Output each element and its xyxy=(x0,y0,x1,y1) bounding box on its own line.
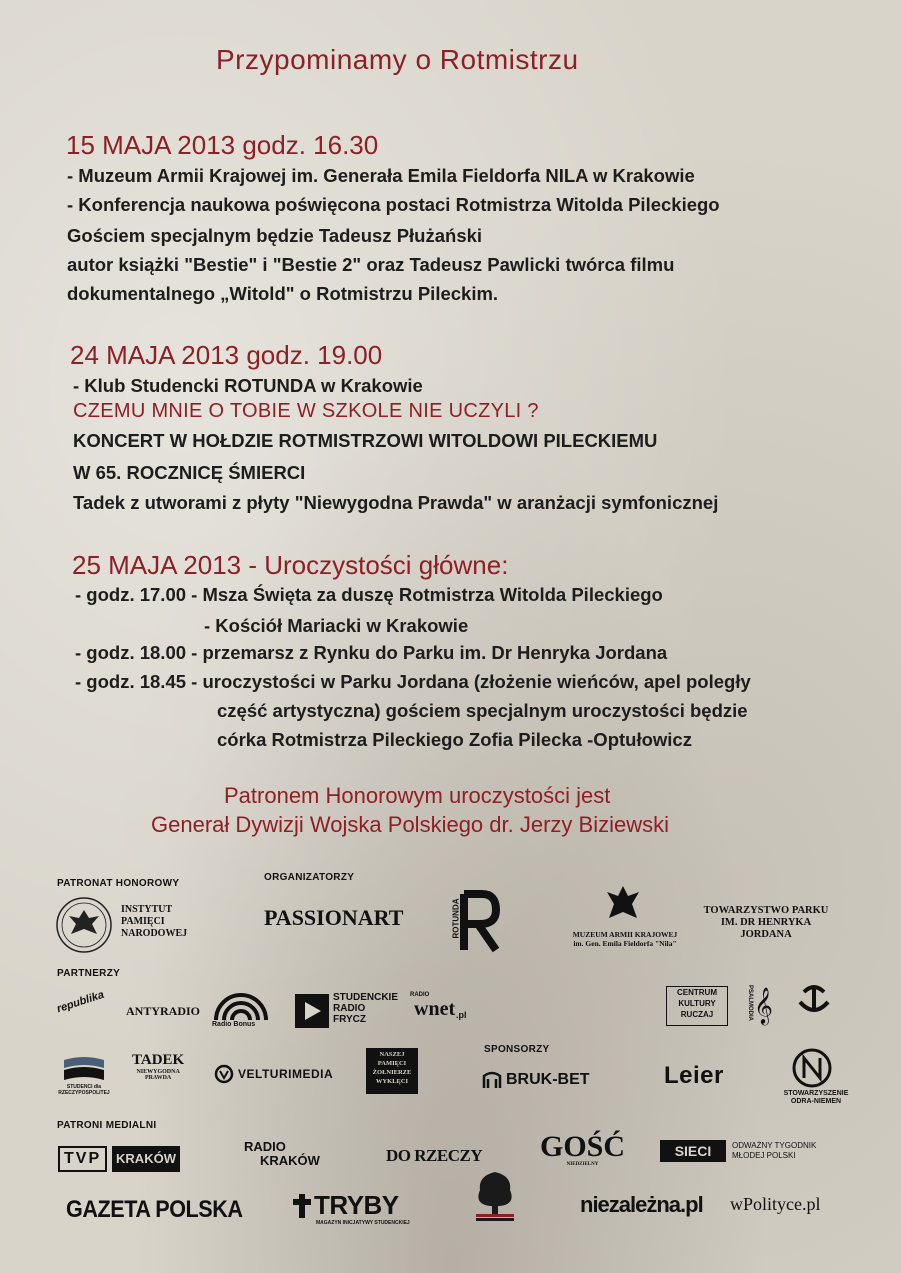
rotunda-text: ROTUNDA xyxy=(451,898,461,939)
studenckie-play-icon xyxy=(295,994,329,1028)
muzeum-line1: MUZEUM ARMII KRAJOWEJ xyxy=(572,930,678,939)
velturi-text: VELTURIMEDIA xyxy=(238,1067,334,1081)
towarzystwo-line1: TOWARZYSTWO PARKU xyxy=(703,905,829,916)
towarzystwo-line2: IM. DR HENRYKA JORDANA xyxy=(720,917,812,940)
event1-line2: - Konferencja naukowa poświęcona postaci Rotmistrza Witolda Pileckiego xyxy=(67,194,720,215)
wpolityce-logo: wPolityce.pl xyxy=(730,1194,821,1214)
rotunda-r-icon xyxy=(440,888,502,956)
tvp-krakow-logo xyxy=(58,1146,182,1170)
event1-line3: Gościem specjalnym będzie Tadeusz Płużański xyxy=(67,225,483,246)
do-rzeczy-logo: DO RZECZY xyxy=(386,1146,483,1165)
tree-logo xyxy=(466,1166,524,1226)
event1-line4: autor książki "Bestie" i "Bestie 2" oraz Tadeusz Pawlicki twórca filmu xyxy=(67,254,675,275)
treble-clef-icon: 𝄞 xyxy=(754,986,773,1024)
ipn-line2: PAMIĘCI xyxy=(121,916,165,927)
bruk-bet-text: BRUK-BET xyxy=(506,1071,590,1088)
tryby-cross-icon xyxy=(290,1192,314,1220)
sieci-text: SIECI xyxy=(660,1140,726,1162)
odra-line2: ODRA-NIEMEN xyxy=(790,1098,842,1105)
velturi-circle-icon xyxy=(214,1064,234,1084)
naszej-line2: PAMIĘCI xyxy=(377,1060,407,1067)
ipn-line3: NARODOWEJ xyxy=(121,928,188,939)
event3-line6: córka Rotmistrza Pileckiego Zofia Pilecka -Optułowicz xyxy=(217,729,692,750)
honorary-line2: Generał Dywizji Wojska Polskiego dr. Jerzy Biziewski xyxy=(151,812,669,837)
event3-line4: - godz. 18.45 - uroczystości w Parku Jordana (złożenie wieńców, apel poległy xyxy=(75,671,751,692)
tadek-sub1: NIEWYGODNA xyxy=(136,1069,180,1075)
sieci-sub1: ODWAŻNY TYGODNIK xyxy=(732,1141,817,1150)
sieci-logo xyxy=(660,1140,844,1166)
tryby-logo xyxy=(290,1190,414,1228)
leier-logo: Leier xyxy=(664,1062,724,1089)
niezalezna-logo: niezależna.pl xyxy=(580,1192,703,1217)
gosc-text: GOŚĆ xyxy=(540,1130,626,1163)
tryby-sub: MAGAZYN INICJATYWY STUDENCKIEJ xyxy=(316,1220,410,1226)
muzeum-line2: im. Gen. Emila Fieldorfa "Nila" xyxy=(573,939,677,948)
radio-krakow-logo xyxy=(244,1140,320,1168)
ipn-eagle-icon xyxy=(55,896,113,954)
radio-wnet-logo xyxy=(410,992,474,1028)
event1-line5: dokumentalnego „Witold" o Rotmistrzu Pileckim. xyxy=(67,283,499,304)
bruk-bet-icon xyxy=(482,1070,502,1090)
velturimedia-logo xyxy=(214,1064,344,1086)
gosc-niedzielny-logo xyxy=(540,1132,625,1167)
psalmodia-logo xyxy=(738,986,782,1028)
event2-line3: KONCERT W HOŁDZIE ROTMISTRZOWI WITOLDOWI PILECKIEMU xyxy=(73,430,658,451)
studenci-text: STUDENCI dla RZECZYPOSPOLITEJ xyxy=(58,1084,110,1096)
flag-icon xyxy=(58,1054,110,1084)
event3-line3: - godz. 18.00 - przemarsz z Rynku do Parku im. Dr Henryka Jordana xyxy=(75,642,668,663)
naszej-line3: ŻOŁNIERZE xyxy=(372,1069,412,1076)
event3-line1: - godz. 17.00 - Msza Święta za duszę Rotmistrza Witolda Pileckiego xyxy=(75,584,663,605)
wnet-prefix: RADIO xyxy=(410,992,430,998)
antyradio-logo: ANTYRADIO xyxy=(126,1004,201,1018)
tree-icon xyxy=(466,1166,524,1226)
tadek-logo xyxy=(132,1052,184,1081)
tadek-name: TADEK xyxy=(132,1052,185,1068)
tvp-text: TVP xyxy=(58,1146,107,1172)
naszej-line1: NASZEJ xyxy=(379,1051,405,1058)
event2-line4: W 65. ROCZNICĘ ŚMIERCI xyxy=(73,462,306,483)
centrum-line2: KULTURY xyxy=(678,999,716,1008)
passionart-logo: PASSIONART xyxy=(264,905,404,930)
centrum-line3: RUCZAJ xyxy=(680,1010,714,1019)
page-title: Przypominamy o Rotmistrzu xyxy=(216,44,579,75)
odra-line1: STOWARZYSZENIE xyxy=(783,1090,849,1097)
bruk-bet-logo xyxy=(482,1070,622,1094)
studenci-logo xyxy=(58,1054,110,1098)
radio-bonus-logo xyxy=(210,992,272,1032)
event2-line5: Tadek z utworami z płyty "Niewygodna Prawda" w aranżacji symfonicznej xyxy=(73,492,719,513)
studenckie-line2: RADIO xyxy=(333,1003,366,1014)
republika-logo: republika xyxy=(55,988,106,1016)
event1-heading: 15 MAJA 2013 godz. 16.30 xyxy=(66,130,379,160)
event2-line1: - Klub Studencki ROTUNDA w Krakowie xyxy=(73,375,423,396)
ipn-line1: INSTYTUT xyxy=(121,904,173,915)
tadek-sub2: PRAWDA xyxy=(144,1075,172,1081)
radio-krakow-line1: RADIO xyxy=(244,1139,286,1154)
studenckie-radio-logo xyxy=(295,990,399,1032)
gosc-sub: NIEDZIELNY xyxy=(566,1162,599,1167)
rotunda-logo xyxy=(440,888,502,956)
label-organizatorzy: ORGANIZATORZY xyxy=(264,872,355,883)
event3-heading: 25 MAJA 2013 - Uroczystości główne: xyxy=(72,550,509,580)
radio-krakow-line2: KRAKÓW xyxy=(260,1153,320,1168)
event2-heading: 24 MAJA 2013 godz. 19.00 xyxy=(70,340,383,370)
naszej-pamieci-logo xyxy=(366,1048,418,1094)
wnet-suffix: .pl xyxy=(456,1010,467,1020)
radio-bonus-text: Radio Bonus xyxy=(212,1021,256,1028)
wnet-text: wnet xyxy=(414,998,456,1020)
naszej-line4: WYKLĘCI xyxy=(375,1078,409,1085)
anchor-icon xyxy=(794,984,834,1014)
label-partnerzy: PARTNERZY xyxy=(57,968,121,979)
muzeum-eagle-icon xyxy=(603,884,643,928)
polska-walczaca-logo xyxy=(794,984,834,1022)
radio-waves-icon xyxy=(210,992,272,1022)
studenckie-line3: FRYCZ xyxy=(333,1014,366,1025)
studenckie-line1: STUDENCKIE xyxy=(333,992,399,1003)
honorary-line1: Patronem Honorowym uroczystości jest xyxy=(224,783,611,808)
label-sponsorzy: SPONSORZY xyxy=(484,1044,550,1055)
towarzystwo-logo xyxy=(696,905,836,941)
event3-line2: - Kościół Mariacki w Krakowie xyxy=(204,615,469,636)
event2-concert-title: CZEMU MNIE O TOBIE W SZKOLE NIE UCZYLI ? xyxy=(73,400,539,422)
tvp-krakow-text: KRAKÓW xyxy=(112,1146,180,1172)
muzeum-ak-logo xyxy=(560,884,690,954)
psalmodia-text: PSALMODIA xyxy=(747,985,753,1021)
label-patronat: PATRONAT HONOROWY xyxy=(57,878,180,889)
event3-line5: część artystyczna) gościem specjalnym uroczystości będzie xyxy=(217,700,748,721)
tryby-text: TRYBY xyxy=(314,1190,399,1220)
sieci-sub2: MŁODEJ POLSKI xyxy=(732,1151,796,1160)
label-patroni: PATRONI MEDIALNI xyxy=(57,1120,157,1131)
odra-niemen-logo xyxy=(776,1048,856,1110)
ipn-logo xyxy=(55,896,225,958)
odra-niemen-n-icon xyxy=(790,1048,834,1088)
event1-line1: - Muzeum Armii Krajowej im. Generała Emila Fieldorfa NILA w Krakowie xyxy=(67,165,695,186)
centrum-line1: CENTRUM xyxy=(677,988,717,997)
gazeta-polska-logo: GAZETA POLSKA xyxy=(66,1196,243,1223)
centrum-kultury-logo xyxy=(666,986,728,1026)
